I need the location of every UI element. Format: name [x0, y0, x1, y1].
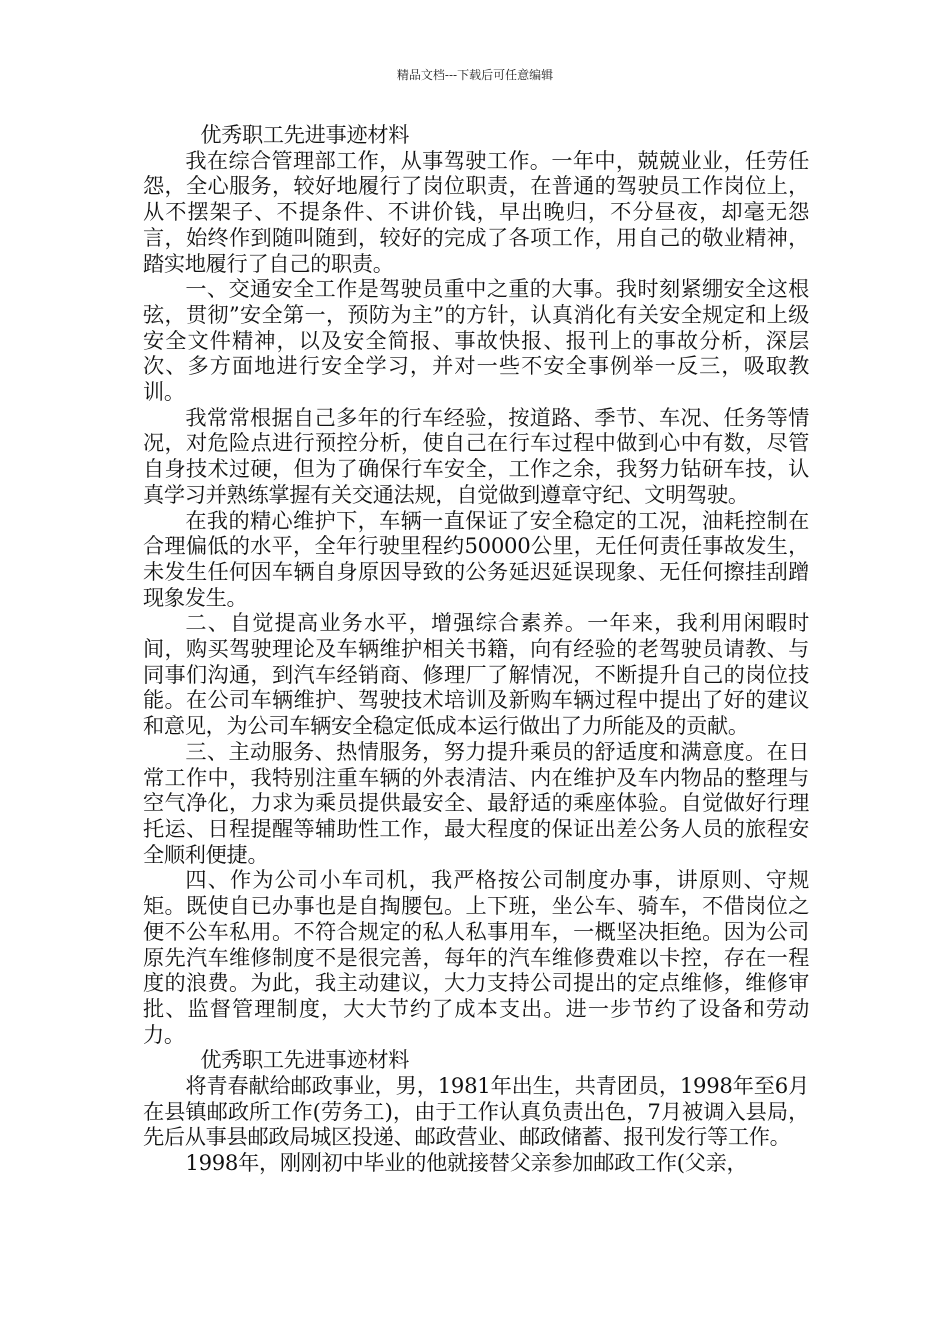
paragraph: 1998年，刚刚初中毕业的他就接替父亲参加邮政工作(父亲， [185, 1150, 748, 1176]
paragraph: 我常常根据自己多年的行车经验，按道路、季节、车况、任务等情况，对危险点进行预控分析，使自己在行车过程中做到心中有数，尽管自身技术过硬，但为了确保行车安全，工作之余，我努力钻研车技，认真学习并熟练掌握有关交通法规，自觉做到遵章守纪、文明驾驶。 [143, 404, 809, 507]
document-body [143, 122, 809, 1176]
paragraph: 一、交通安全工作是驾驶员重中之重的大事。我时刻紧绷安全这根弦，贯彻”安全第一，预防为主”的方针，认真消化有关安全规定和上级安全文件精神，以及安全简报、事故快报、报刊上的事故分析，深层次、多方面地进行安全学习，并对一些不安全事例举一反三，吸取教训。 [143, 276, 809, 405]
section-title: 优秀职工先进事迹材料 [200, 1047, 410, 1073]
section-title: 优秀职工先进事迹材料 [200, 122, 410, 147]
paragraph: 二、自觉提高业务水平，增强综合素养。一年来，我利用闲暇时间，购买驾驶理论及车辆维护相关书籍，向有经验的老驾驶员请教、与同事们沟通，到汽车经销商、修理厂了解情况，不断提升自己的岗位技能。在公司车辆维护、驾驶技术培训及新购车辆过程中提出了好的建议和意见，为公司车辆安全稳定低成本运行做出了力所能及的贡献。 [143, 610, 809, 739]
paragraph: 将青春献给邮政事业，男，1981年出生，共青团员，1998年至6月在县镇邮政所工作(劳务工)，由于工作认真负责出色，7月被调入县局，先后从事县邮政局城区投递、邮政营业、邮政储蓄、报刊发行等工作。 [143, 1073, 809, 1150]
page-header: 精品文档---下载后可任意编辑 [396, 68, 554, 82]
paragraph: 我在综合管理部工作，从事驾驶工作。一年中，兢兢业业，任劳任怨，全心服务，较好地履行了岗位职责，在普通的驾驶员工作岗位上，从不摆架子、不提条件、不讲价钱，早出晚归，不分昼夜，却毫无怨言，始终作到随叫随到，较好的完成了各项工作，用自己的敬业精神，踏实地履行了自己的职责。 [143, 147, 809, 276]
paragraph: 在我的精心维护下，车辆一直保证了安全稳定的工况，油耗控制在合理偏低的水平，全年行驶里程约50000公里，无任何责任事故发生，未发生任何因车辆自身原因导致的公务延迟延误现象、无任何擦挂刮蹭现象发生。 [143, 507, 809, 610]
paragraph: 三、主动服务、热情服务，努力提升乘员的舒适度和满意度。在日常工作中，我特别注重车辆的外表清洁、内在维护及车内物品的整理与空气净化，力求为乘员提供最安全、最舒适的乘座体验。自觉做好行理托运、日程提醒等辅助性工作，最大程度的保证出差公务人员的旅程安全顺利便捷。 [143, 738, 809, 867]
paragraph: 四、作为公司小车司机，我严格按公司制度办事，讲原则、守规矩。既使自已办事也是自掏腰包。上下班，坐公车、骑车，不借岗位之便不公车私用。不符合规定的私人私事用车，一概坚决拒绝。因为公司原先汽车维修制度不是很完善，每年的汽车维修费难以卡控，存在一程度的浪费。为此，我主动建议，大力支持公司提出的定点维修，维修审批、监督管理制度，大大节约了成本支出。进一步节约了设备和劳动力。 [143, 867, 809, 1047]
